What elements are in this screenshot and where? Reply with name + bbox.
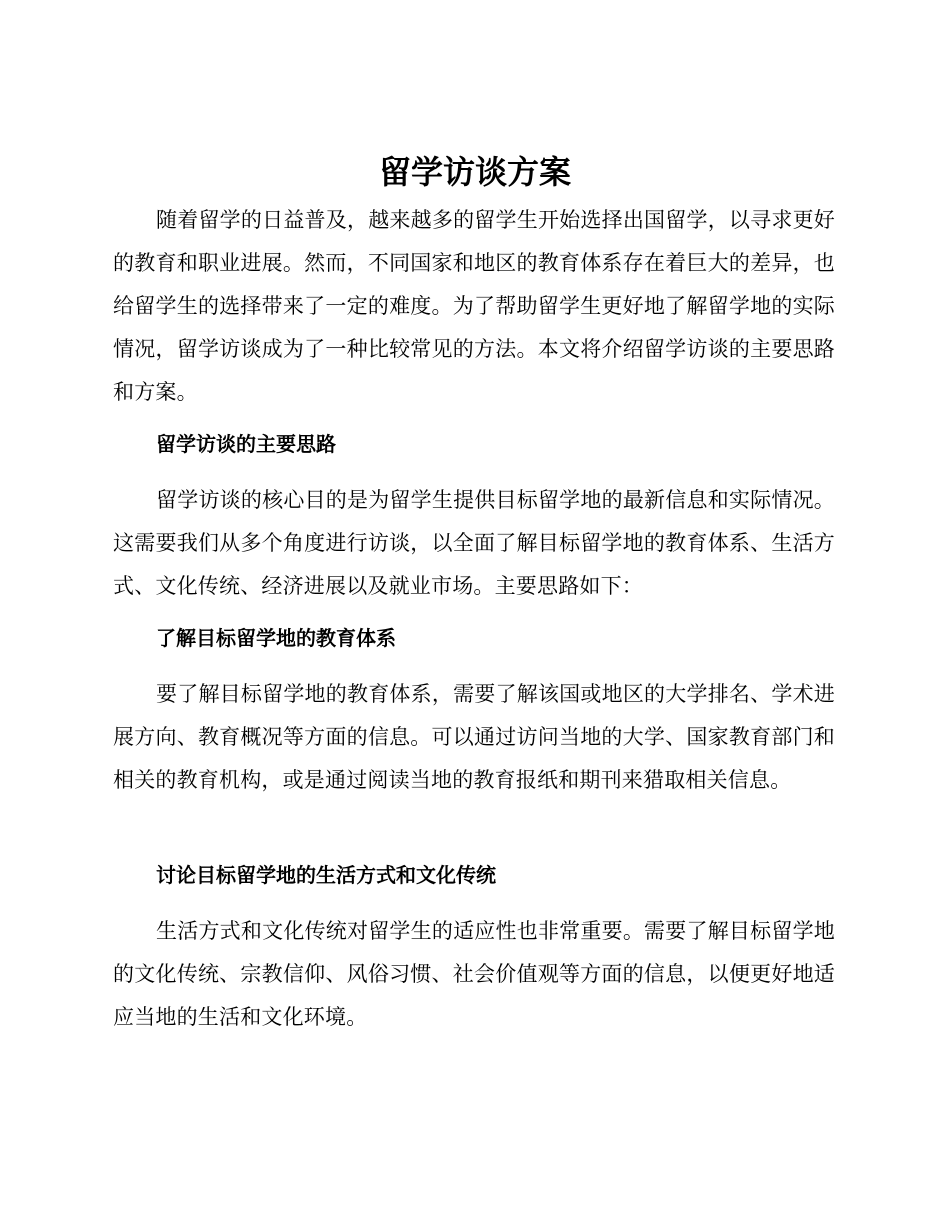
section-heading-lifestyle-culture: 讨论目标留学地的生活方式和文化传统 <box>156 863 496 887</box>
section-heading-education-system: 了解目标留学地的教育体系 <box>156 626 396 650</box>
intro-paragraph: 随着留学的日益普及，越来越多的留学生开始选择出国留学，以寻求更好的教育和职业进展。然而，不同国家和地区的教育体系存在着巨大的差异，也给留学生的选择带来了一定的难度。为了帮助留学生更好地了解留学地的实际情况，留学访谈成为了一种比较常见的方法。本文将介绍留学访谈的主要思路和方案。 <box>113 208 835 404</box>
document-title: 留学访谈方案 <box>378 153 571 191</box>
section-heading-main-approach: 留学访谈的主要思路 <box>156 432 336 456</box>
section-body-main-approach: 留学访谈的核心目的是为留学生提供目标留学地的最新信息和实际情况。这需要我们从多个角度进行访谈，以全面了解目标留学地的教育体系、生活方式、文化传统、经济进展以及就业市场。主要思路如下： <box>113 488 835 598</box>
section-body-education-system: 要了解目标留学地的教育体系，需要了解该国或地区的大学排名、学术进展方向、教育概况等方面的信息。可以通过访问当地的大学、国家教育部门和相关的教育机构，或是通过阅读当地的教育报纸和期刊来猎取相关信息。 <box>113 682 835 792</box>
section-body-lifestyle-culture: 生活方式和文化传统对留学生的适应性也非常重要。需要了解目标留学地的文化传统、宗教信仰、风俗习惯、社会价值观等方面的信息，以便更好地适应当地的生活和文化环境。 <box>113 919 835 1029</box>
